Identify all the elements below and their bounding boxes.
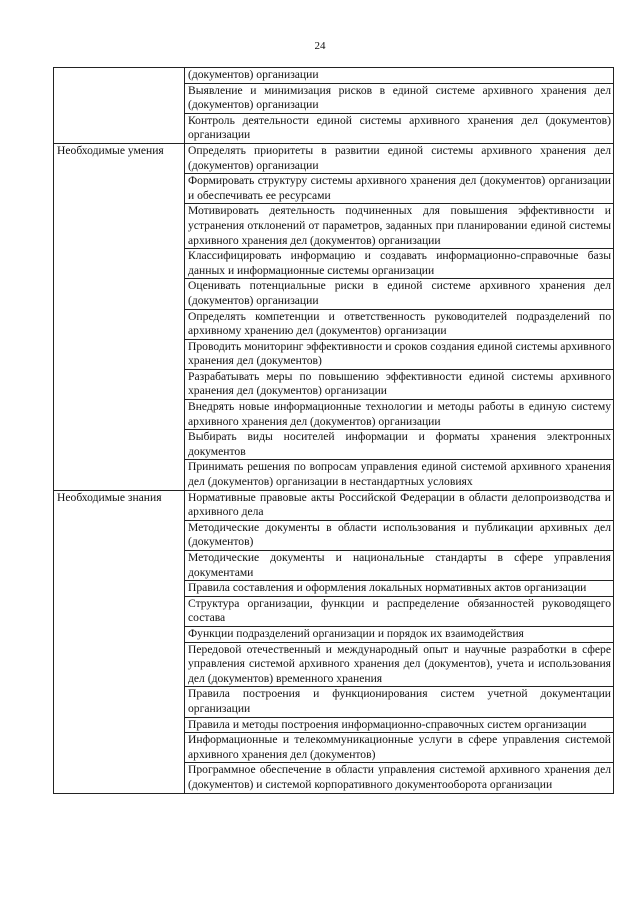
requirement-item: Функции подразделений организации и порядок их взаимодействия <box>185 626 614 642</box>
requirement-item: Проводить мониторинг эффективности и сроков создания единой системы архивного хранения дел (документов) <box>185 339 614 369</box>
requirement-item: Правила составления и оформления локальных нормативных актов организации <box>185 581 614 597</box>
requirement-item: Выбирать виды носителей информации и форматы хранения электронных документов <box>185 430 614 460</box>
requirement-item: Классифицировать информацию и создавать информационно-справочные базы данных и информационные системы организации <box>185 249 614 279</box>
requirement-item: (документов) организации <box>185 68 614 84</box>
section-label <box>54 68 185 144</box>
requirement-item: Правила построения и функционирования систем учетной документации организации <box>185 687 614 717</box>
requirement-item: Оценивать потенциальные риски в единой системе архивного хранения дел (документов) организации <box>185 279 614 309</box>
requirement-item: Принимать решения по вопросам управления единой системой архивного хранения дел (документов) организации в нестандартных условиях <box>185 460 614 490</box>
requirement-item: Разрабатывать меры по повышению эффективности единой системы архивного хранения дел (документов) организации <box>185 369 614 399</box>
requirements-table-body <box>54 68 614 794</box>
requirement-item: Внедрять новые информационные технологии и методы работы в единую систему архивного хранения дел (документов) организации <box>185 400 614 430</box>
requirements-table <box>53 67 614 794</box>
requirement-item: Программное обеспечение в области управления системой архивного хранения дел (документов) и системой корпоративного документооборота организации <box>185 763 614 793</box>
requirement-item: Структура организации, функции и распределение обязанностей руководящего состава <box>185 596 614 626</box>
requirement-item: Нормативные правовые акты Российской Федерации в области делопроизводства и архивного дела <box>185 490 614 520</box>
requirement-item: Определять компетенции и ответственность руководителей подразделений по архивному хранению дел (документов) организации <box>185 309 614 339</box>
table-row <box>54 68 614 84</box>
page-number: 24 <box>314 40 326 52</box>
requirement-item: Определять приоритеты в развитии единой системы архивного хранения дел (документов) организации <box>185 143 614 173</box>
requirement-item: Передовой отечественный и международный опыт и научные разработки в сфере управления системой архивного хранения дел (документов), учета и использования дел (документов) временного хранения <box>185 642 614 687</box>
requirement-item: Методические документы в области использования и публикации архивных дел (документов) <box>185 520 614 550</box>
requirement-item: Выявление и минимизация рисков в единой системе архивного хранения дел (документов) организации <box>185 83 614 113</box>
section-label: Необходимые знания <box>54 490 185 793</box>
section-label: Необходимые умения <box>54 143 185 490</box>
requirement-item: Методические документы и национальные стандарты в сфере управления документами <box>185 551 614 581</box>
table-row <box>54 490 614 520</box>
requirement-item: Формировать структуру системы архивного хранения дел (документов) организации и обеспечивать ее ресурсами <box>185 174 614 204</box>
requirement-item: Правила и методы построения информационно-справочных систем организации <box>185 717 614 733</box>
requirement-item: Мотивировать деятельность подчиненных для повышения эффективности и устранения отклонений от параметров, заданных при планировании единой системы архивного хранения дел (документов) организации <box>185 204 614 249</box>
table-row <box>54 143 614 173</box>
requirement-item: Контроль деятельности единой системы архивного хранения дел (документов) организации <box>185 113 614 143</box>
requirement-item: Информационные и телекоммуникационные услуги в сфере управления системой архивного хранения дел (документов) <box>185 733 614 763</box>
